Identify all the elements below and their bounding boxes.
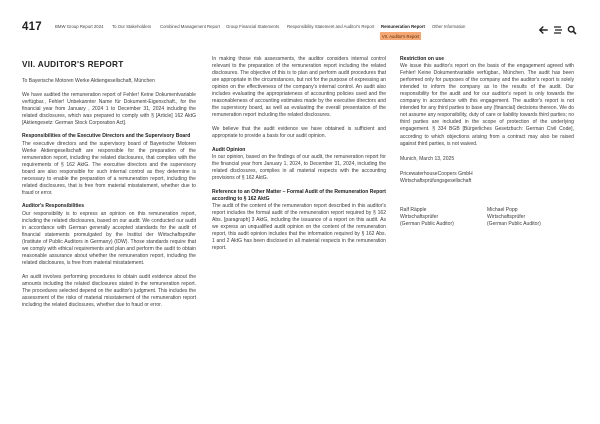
nav-combined-management-report[interactable]: Combined Management Report — [160, 24, 220, 29]
page-title: VII. AUDITOR'S REPORT — [22, 60, 124, 69]
nav-to-our-stakeholders[interactable]: To Our Stakeholders — [112, 24, 152, 29]
signatory-title-en: (German Public Auditor) — [400, 220, 454, 227]
audit-involves-text: An audit involves performing procedures to obtain audit evidence about the amounts including the related disclosures stated in the remuneration report. The procedures selected depend on the auditor's judgment. This includes the assessment of the risks of material misstatement of the remuneration report including the related disclosures, whether due to fraud or error. — [22, 273, 196, 308]
other-matter-text: The audit of the content of the remuneration report described in this auditor's report includes the formal audit of the remuneration report required by § 162 Abs. [paragraph] 3 AktG, including the issuance of a report on this audit. As we express an unqualified audit opinion on the content of the remuneration report, this audit opinion includes that the information required by § 162 Abs. 1 and 2 AktG has been disclosed in all material respects in the remuneration report. — [212, 202, 386, 251]
signatory-name: Ralf Räpple — [400, 206, 427, 213]
signatory-title: Wirtschaftsprüfer — [400, 213, 439, 220]
search-icon[interactable] — [567, 22, 577, 32]
nav-group-financial-statements[interactable]: Group Financial Statements — [226, 24, 280, 29]
column-left — [22, 60, 196, 315]
nav-bmw-group-report[interactable]: BMW Group Report 2024 — [55, 24, 104, 29]
intro-paragraph: We have audited the remuneration report of Fehler! Keine Dokumentvariable verfügbar., Fehler! Unbekannter Name für Dokument-Eigenschaft., for the financial year from January , 2024 1 to December 31, 2024 including the related disclosures, which was prepared to comply with § [Article] 162 AktG [Aktiengesetz: German Stock Corporation Act]. — [22, 91, 196, 126]
menu-icon[interactable] — [553, 22, 563, 32]
signatory-1 — [400, 207, 487, 228]
page-number: 417 — [22, 21, 42, 33]
section-tag-auditors-report[interactable]: VII. Auditor's Report — [382, 33, 420, 39]
nav-remuneration-report[interactable]: Remuneration Report — [381, 24, 425, 29]
firm-type: Wirtschaftsprüfungsgesellschaft — [400, 177, 472, 184]
responsibilities-heading: Responsibilities of the Executive Directors and the Supervisory Board — [22, 133, 191, 140]
audit-opinion-text: In our opinion, based on the findings of our audit, the remuneration report for the financial year from January 1, 2024, to December 31, 2024, including the related disclosures, complies in all material respects with the accounting provisions of § 162 AktG. — [212, 153, 386, 181]
back-arrow-icon[interactable] — [538, 22, 548, 32]
auditor-responsibilities-text: Our responsibility is to express an opinion on this remuneration report, including the related disclosures, based on our audit. We conducted our audit in accordance with German generally accepted standards for the audit of financial statements promulgated by the Institut der Wirtschaftsprüfer (Institute of Public Auditors in Germany) (IDW). Those standards require that we comply with ethical requirements and plan and perform the audit to obtain reasonable assurance about whether the remuneration report, including the related disclosures, is free from material misstatement. — [22, 210, 196, 266]
audit-opinion-heading: Audit Opinion — [212, 146, 246, 153]
auditor-responsibilities-heading: Auditor's Responsibilities — [22, 203, 85, 210]
firm-block — [400, 171, 574, 185]
restriction-text: We issue this auditor's report on the basis of the engagement agreed with Fehler! Keine Dokumentvariable verfügbar., München. The audit has been performed only for purposes of the company and the auditor's report is solely intended to inform the company as to the results of the audit. Our responsibility for the audit and for our auditor's report is only towards the company in accordance with this engagement. The auditor's report is not intended for any third parties to base any (financial) decisions thereon. We do not assume any responsibility, duty of care or liability towards third parties; no third parties are included in the scope of protection of the underlying engagement. § 334 BGB [Bürgerliches Gesetzbuch: German Civil Code], according to which objections arising from a contract may also be raised against third parties, is not waived. — [400, 63, 574, 147]
addressee: To Bayerische Motoren Werke Aktiengesellschaft, München — [22, 78, 155, 84]
column-right — [400, 56, 574, 228]
other-matter-heading: Reference to an Other Matter – Formal Audit of the Remuneration Report according to § 162 AktG — [212, 188, 386, 202]
column-middle — [212, 56, 386, 259]
restriction-heading: Restriction on use — [400, 56, 445, 62]
risk-assessment-text: In making those risk assessments, the auditor considers internal control relevant to the preparation of the remuneration report including the related disclosures. The objective of this is to plan and perform audit procedures that are appropriate in the circumstances, but not for the purpose of expressing an opinion on the effectiveness of the company's internal control. An audit also includes evaluating the appropriateness of accounting policies used and the reasonableness of accounting estimates made by the executive directors and the supervisory board, as well as evaluating the overall presentation of the remuneration report including the related disclosures. — [212, 56, 386, 119]
signatory-title: Wirtschaftsprüfer — [487, 213, 526, 220]
signatures — [400, 207, 574, 228]
signatory-2 — [487, 207, 574, 228]
place-date: Munich, March 13, 2025 — [400, 155, 455, 162]
nav-other-information[interactable]: Other Information — [432, 24, 466, 29]
signatory-title-en: (German Public Auditor) — [487, 220, 541, 227]
belief-text: We believe that the audit evidence we have obtained is sufficient and appropriate to provide a basis for our audit opinion. — [212, 126, 386, 140]
signatory-name: Michael Popp — [487, 206, 518, 213]
nav-responsibility-statement[interactable]: Responsibility Statement and Auditor's Report — [287, 24, 375, 29]
firm-name: PricewaterhouseCoopers GmbH — [400, 170, 473, 177]
responsibilities-text: The executive directors and the supervisory board of Bayerische Motoren Werke Aktiengesellschaft are responsible for the preparation of the remuneration report, including the related disclosures, that complies with the requirements of § 162 AktG. The executive directors and the supervisory board are also responsible for such internal control as they determine is necessary to enable the preparation of a remuneration report, including the related disclosures, that is free from material misstatement, whether due to fraud or error. — [22, 140, 196, 196]
